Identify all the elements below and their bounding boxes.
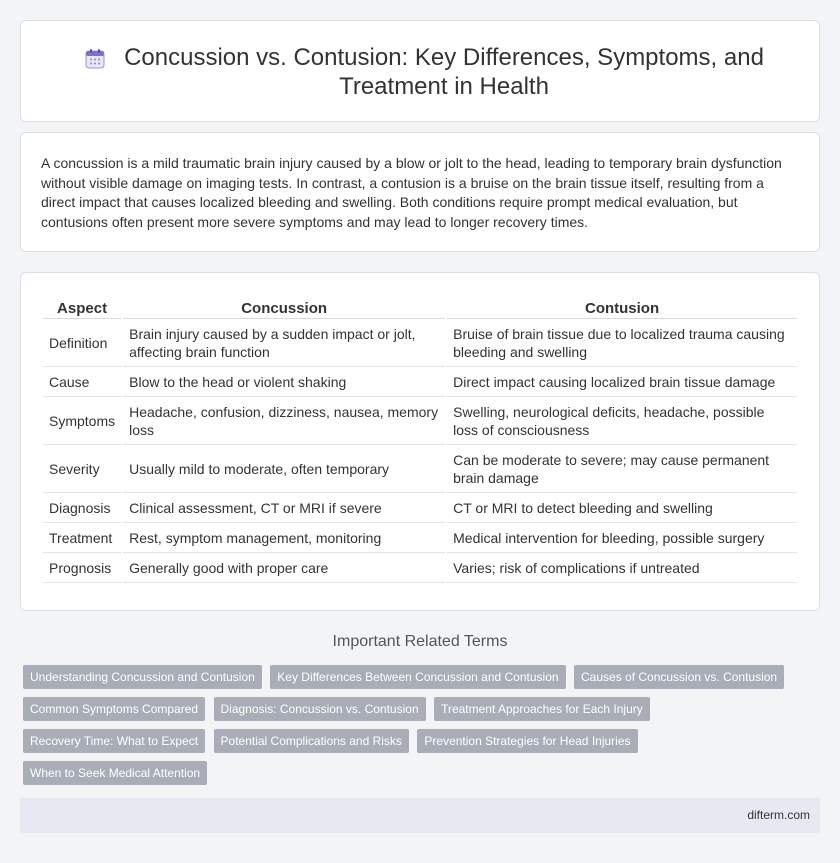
related-term-tag[interactable]: Diagnosis: Concussion vs. Contusion bbox=[214, 697, 426, 721]
row-contusion: Medical intervention for bleeding, possible surgery bbox=[447, 523, 797, 553]
related-term-tag[interactable]: Common Symptoms Compared bbox=[23, 697, 205, 721]
comparison-table bbox=[41, 295, 799, 583]
table-row bbox=[43, 445, 797, 493]
header-contusion: Contusion bbox=[447, 295, 797, 319]
table-row bbox=[43, 367, 797, 397]
table-row bbox=[43, 523, 797, 553]
related-term-tag[interactable]: Recovery Time: What to Expect bbox=[23, 729, 205, 753]
table-row bbox=[43, 319, 797, 367]
header-aspect: Aspect bbox=[43, 295, 121, 319]
row-aspect: Diagnosis bbox=[43, 493, 121, 523]
row-contusion: CT or MRI to detect bleeding and swelling bbox=[447, 493, 797, 523]
intro-card bbox=[20, 132, 820, 252]
row-contusion: Varies; risk of complications if untreated bbox=[447, 553, 797, 583]
related-term-tag[interactable]: Causes of Concussion vs. Contusion bbox=[574, 665, 784, 689]
table-row bbox=[43, 493, 797, 523]
intro-paragraph: A concussion is a mild traumatic brain injury caused by a blow or jolt to the head, leading to temporary brain dysfunction without visible damage on imaging tests. In contrast, a contusion is a bruise on the brain tissue itself, resulting from a direct impact that causes localized bleeding and swelling. Both conditions require prompt medical evaluation, but contusions often present more severe symptoms and may lead to longer recovery times. bbox=[41, 155, 782, 230]
related-term-tag[interactable]: Key Differences Between Concussion and Contusion bbox=[270, 665, 565, 689]
table-row bbox=[43, 553, 797, 583]
row-concussion: Rest, symptom management, monitoring bbox=[123, 523, 445, 553]
title-wrap bbox=[21, 43, 819, 101]
related-term-tag[interactable]: Treatment Approaches for Each Injury bbox=[434, 697, 650, 721]
row-aspect: Treatment bbox=[43, 523, 121, 553]
row-aspect: Symptoms bbox=[43, 397, 121, 445]
row-concussion: Usually mild to moderate, often temporary bbox=[123, 445, 445, 493]
row-contusion: Bruise of brain tissue due to localized trauma causing bleeding and swelling bbox=[447, 319, 797, 367]
row-concussion: Clinical assessment, CT or MRI if severe bbox=[123, 493, 445, 523]
row-aspect: Cause bbox=[43, 367, 121, 397]
header-card bbox=[20, 20, 820, 122]
calendar-icon bbox=[83, 47, 107, 71]
related-terms-list bbox=[23, 665, 803, 793]
row-contusion: Swelling, neurological deficits, headache, possible loss of consciousness bbox=[447, 397, 797, 445]
table-header-row bbox=[43, 295, 797, 319]
footer-site-link[interactable]: difterm.com bbox=[747, 808, 810, 822]
row-concussion: Brain injury caused by a sudden impact or jolt, affecting brain function bbox=[123, 319, 445, 367]
row-concussion: Headache, confusion, dizziness, nausea, memory loss bbox=[123, 397, 445, 445]
related-term-tag[interactable]: When to Seek Medical Attention bbox=[23, 761, 207, 785]
row-concussion: Blow to the head or violent shaking bbox=[123, 367, 445, 397]
row-contusion: Can be moderate to severe; may cause permanent brain damage bbox=[447, 445, 797, 493]
related-terms-title: Important Related Terms bbox=[332, 633, 508, 650]
page-title: Concussion vs. Contusion: Key Differences, Symptoms, and Treatment in Health bbox=[124, 44, 764, 100]
row-aspect: Severity bbox=[43, 445, 121, 493]
related-term-tag[interactable]: Potential Complications and Risks bbox=[214, 729, 409, 753]
table-row bbox=[43, 397, 797, 445]
row-aspect: Prognosis bbox=[43, 553, 121, 583]
comparison-card bbox=[20, 272, 820, 611]
related-term-tag[interactable]: Understanding Concussion and Contusion bbox=[23, 665, 262, 689]
footer-bar bbox=[20, 798, 820, 833]
row-concussion: Generally good with proper care bbox=[123, 553, 445, 583]
row-contusion: Direct impact causing localized brain tissue damage bbox=[447, 367, 797, 397]
header-concussion: Concussion bbox=[123, 295, 445, 319]
related-term-tag[interactable]: Prevention Strategies for Head Injuries bbox=[417, 729, 637, 753]
row-aspect: Definition bbox=[43, 319, 121, 367]
